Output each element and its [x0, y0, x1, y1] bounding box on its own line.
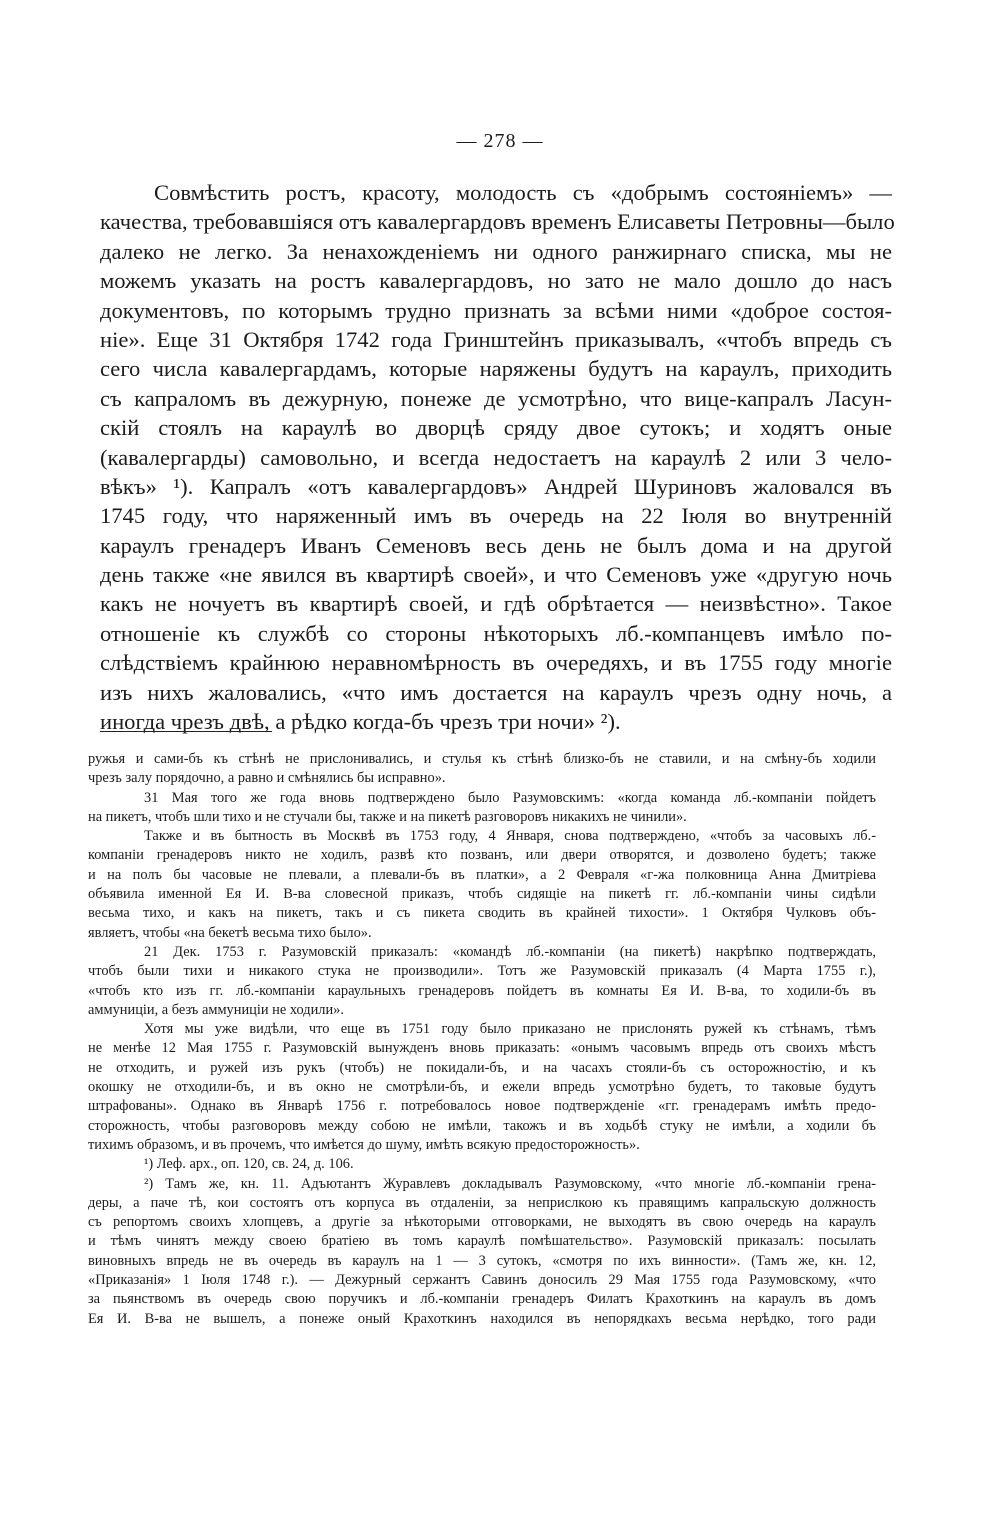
footnote-line: на пикетъ, чтобъ шли тихо и не стучали бы, также и на пикетѣ разговоровъ никакихъ не чинили». [88, 808, 687, 825]
text-line: скій стоялъ на караулѣ во дворцѣ сряду двое сутокъ; и ходятъ оные [100, 415, 892, 441]
text-line: караулъ гренадеръ Иванъ Семеновъ весь день не былъ дома и на другой [100, 532, 892, 558]
footnote-line: ¹) Леф. арх., оп. 120, св. 24, д. 106. [144, 1156, 354, 1173]
footnote-line: аммуниціи, а безъ аммуниціи не ходили». [88, 1001, 344, 1018]
text-line: съ капраломъ въ дежурную, понеже де усмотрѣно, что вице-капралъ Ласун- [100, 385, 892, 411]
footnote-line: компаніи гренадеровъ никто не ходилъ, развѣ кто позванъ, или двери отворятся, и дозволено будетъ; также [88, 847, 876, 864]
footnote-line: чрезъ залу порядочно, а равно и смѣнялись бы исправно». [88, 770, 446, 787]
text-line: Совмѣстить ростъ, красоту, молодость съ «добрымъ состояніемъ» — [154, 180, 892, 205]
main-paragraph [100, 178, 895, 736]
footnote-line: весьма тихо, и какъ на пикетъ, такъ и съ пикета сводить въ крайней тихости». 1 Октября Чулковъ объ- [88, 905, 876, 922]
footnote-line: и на полъ бы часовые не плевали, а плевали-бъ въ платки», а 2 Февраля «г-жа полковница Анна Дмитріева [88, 866, 876, 883]
footnote-line: съ репортомъ своихъ хлопцевъ, а другіе за нѣкоторыми отговорками, не выходятъ въ свою очередь на караулъ [88, 1214, 876, 1231]
text-line: отношеніе къ службѣ со стороны нѣкоторыхъ лб.-компанцевъ имѣло по- [100, 620, 892, 646]
footnote-line: окошку не отходили-бъ, и въ окно не смотрѣли-бъ, и ежели впредь усмотрѣно будетъ, то таковые будутъ [88, 1079, 876, 1096]
footnote-line: объявила именной Ея И. В-ва словесной приказъ, чтобъ сидящіе на пикетѣ гг. лб.-компаніи чины сидѣли [88, 886, 876, 903]
footnote-line: за пьянствомъ въ очередь свою поручикъ и лб.-компаніи гренадеръ Филатъ Крахоткинъ на караулъ въ домъ [88, 1291, 876, 1308]
footnote-line: 21 Дек. 1753 г. Разумовскій приказалъ: «командѣ лб.-компаніи (на пикетѣ) накрѣпко подтверждать, [144, 943, 876, 960]
footnote-line: Хотя мы уже видѣли, что еще въ 1751 году было приказано не прислонять ружей къ стѣнамъ, тѣмъ [144, 1021, 876, 1038]
page-number: — 278 — [456, 130, 544, 152]
footnote-line: деры, а паче тѣ, кои состоятъ отъ корпуса въ отдаленіи, за неприслкою къ правящимъ капральскую должность [88, 1194, 876, 1211]
footnote-line: чтобъ были тихи и никакого стука не производили». Тотъ же Разумовскій приказалъ (4 Марта 1755 г.), [88, 963, 876, 980]
text-line: (кавалергарды) самовольно, и всегда недостаетъ на караулѣ 2 или 3 чело- [100, 444, 892, 470]
text-line: 1745 году, что наряженный имъ въ очередь на 22 Іюля во внутренній [100, 503, 892, 529]
footnote-line: не отходить, и ружей изъ рукъ (чтобъ) не покидали-бъ, и на часахъ стояли-бъ съ осторожностію, и къ [88, 1059, 876, 1076]
footnote-line: 31 Мая того же года вновь подтверждено было Разумовскимъ: «когда команда лб.-компаніи пойдетъ [144, 789, 876, 806]
footnotes [88, 750, 876, 1329]
text-line: какъ не ночуетъ въ квартирѣ своей, и гдѣ обрѣтается — неизвѣстно». Такое [100, 591, 892, 617]
footnote-line: штрафованы». Однако въ Январѣ 1756 г. потребовалось новое подтвержденіе «гг. гренадерамъ имѣть предо- [88, 1098, 876, 1115]
text-line: качества, требовавшіяся отъ кавалергардовъ временъ Елисаветы Петровны—было [100, 209, 895, 235]
text-line: можемъ указать на ростъ кавалергардовъ, но зато не мало дошло до насъ [100, 268, 892, 294]
footnote-line: сторожность, чтобы разговоровъ между собою не имѣли, такожъ и въ ходьбѣ стуку не имѣли, а ходили бъ [88, 1117, 876, 1134]
footnote-line: ²) Тамъ же, кн. 11. Адъютантъ Журавлевъ докладывалъ Разумовскому, «что многіе лб.-компаніи грена- [144, 1175, 876, 1192]
text-line: иногда чрезъ двѣ, а рѣдко когда-бъ чрезъ три ночи» ²). [100, 709, 621, 735]
footnote-line: ружья и сами-бъ къ стѣнѣ не прислонивались, и стулья къ стѣнѣ близко-бъ не ставили, и на смѣну-бъ ходили [88, 751, 876, 767]
footnote-line: виновныхъ впредь не въ очередь въ караулъ на 1 — 3 сутокъ, «смотря по ихъ винности». (Тамъ же, кн. 12, [88, 1252, 876, 1269]
text-line: день также «не явился въ квартирѣ своей», и что Семеновъ уже «другую ночь [100, 562, 892, 588]
text-line: ніе». Еще 31 Октября 1742 года Гринштейнъ приказывалъ, «чтобъ впредь съ [100, 326, 892, 352]
footnote-line: являетъ, чтобы «на бекетѣ весьма тихо было». [88, 924, 372, 941]
text-line: изъ нихъ жаловались, «что имъ достается на караулъ чрезъ одну ночь, а [100, 679, 892, 705]
footnote-line: и тѣмъ чинятъ между своею братіею въ томъ караулѣ помѣшательство». Разумовскій приказалъ: посылать [88, 1233, 876, 1250]
text-line: документовъ, по которымъ трудно признать за всѣми ними «доброе состоя- [100, 297, 892, 323]
footnote-line: Ея И. В-ва не вышелъ, а понеже оный Крахоткинъ находился въ непорядкахъ весьма нерѣдко, того ради [88, 1310, 876, 1327]
footnote-line: тихимъ образомъ, и въ прочемъ, что имѣется до шуму, имѣть всякую предосторожность». [88, 1136, 640, 1153]
footnote-line: не менѣе 12 Мая 1755 г. Разумовскій вынужденъ вновь приказать: «онымъ часовымъ впредь отъ своихъ мѣстъ [88, 1040, 876, 1057]
text-line: далеко не легко. За ненахожденіемъ ни одного ранжирнаго списка, мы не [100, 238, 892, 264]
footnote-line: «Приказанія» 1 Іюля 1748 г.). — Дежурный сержантъ Савинъ доносилъ 29 Мая 1755 года Разумовскому, «что [88, 1272, 876, 1289]
text-line: слѣдствіемъ крайнюю неравномѣрность въ очередяхъ, и въ 1755 году многіе [100, 650, 892, 676]
footnote-line: Также и въ бытность въ Москвѣ въ 1753 году, 4 Января, снова подтверждено, «чтобъ за часовыхъ лб.- [144, 828, 876, 845]
text-line: сего числа кавалергардамъ, которые наряжены будутъ на караулъ, приходить [100, 356, 892, 382]
footnote-line: «чтобъ кто изъ гг. лб.-компаніи караульныхъ гренадеровъ пойдетъ въ комнаты Ея И. В-ва, то ходили-бъ въ [88, 982, 876, 999]
text-line: вѣкъ» ¹). Капралъ «отъ кавалергардовъ» Андрей Шуриновъ жаловался въ [100, 473, 892, 499]
footnote-separator [100, 731, 272, 732]
